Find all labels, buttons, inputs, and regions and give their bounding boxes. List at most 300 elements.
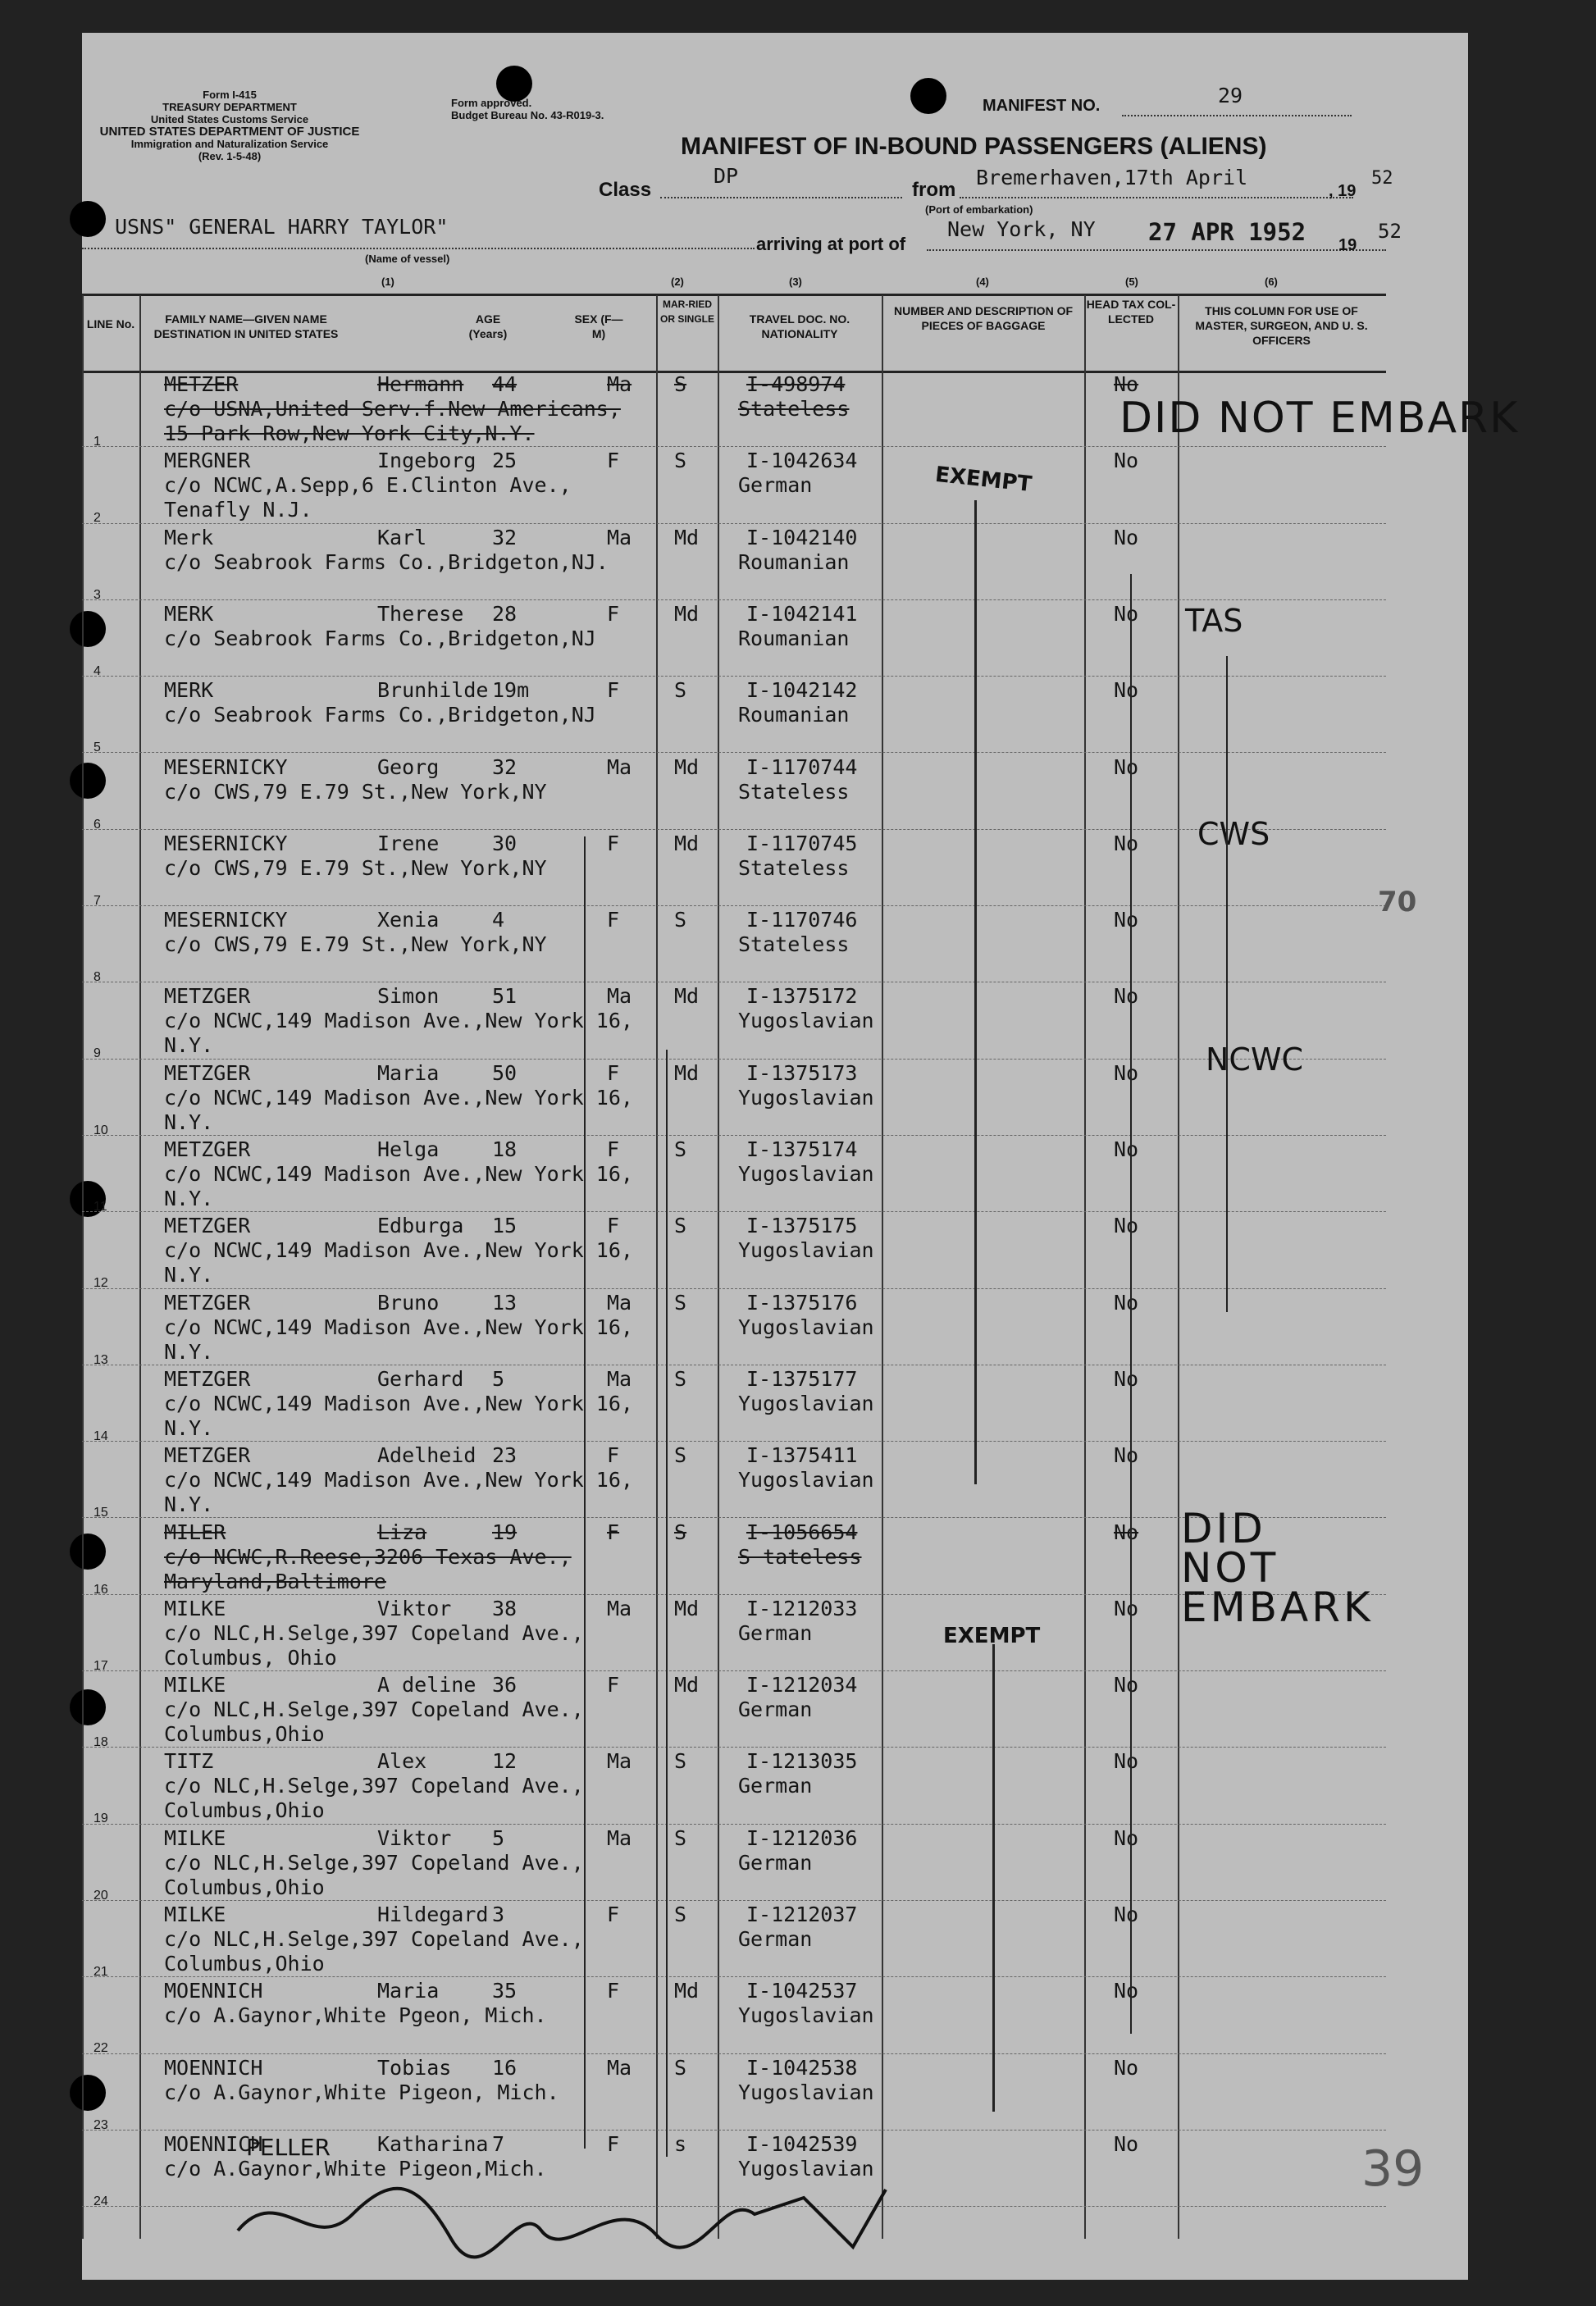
line-number: 2 xyxy=(93,511,101,526)
age: 5 xyxy=(492,1825,505,1850)
sex: F xyxy=(607,1979,620,2003)
budget-info xyxy=(451,97,604,121)
age: 38 xyxy=(492,1596,518,1620)
marital-status: Md xyxy=(674,525,700,549)
line-number: 15 xyxy=(93,1506,108,1520)
nationality: Roumanian xyxy=(738,703,850,727)
sex: Ma xyxy=(607,1596,632,1620)
travel-doc-no: I-1212037 xyxy=(746,1903,858,1926)
given-name: Therese xyxy=(377,601,464,626)
destination-line-1: c/o CWS,79 E.79 St.,New York,NY xyxy=(164,932,547,957)
destination-line-1: c/o NCWC,149 Madison Ave.,New York 16, xyxy=(164,1238,633,1263)
nationality: Yugoslavian xyxy=(738,2080,874,2104)
family-name: MOENNICH xyxy=(164,2131,263,2156)
officer-initials: TAS xyxy=(1185,603,1243,639)
table-top-border xyxy=(82,294,1386,296)
marital-status: S xyxy=(674,908,687,932)
form-number: Form I-415 xyxy=(203,89,257,101)
table-row xyxy=(82,1136,1386,1212)
marital-status: Md xyxy=(674,1979,700,2003)
nationality: German xyxy=(738,1850,813,1875)
col-head-line: LINE No. xyxy=(86,317,135,330)
marital-status: S xyxy=(674,449,687,473)
head-tax: No xyxy=(1114,908,1139,932)
destination-line-1: c/o NLC,H.Selge,397 Copeland Ave., xyxy=(164,1850,584,1875)
vessel-label: (Name of vessel) xyxy=(365,253,450,265)
given-name: Hermann xyxy=(377,372,464,396)
head-tax: No xyxy=(1114,1137,1139,1161)
baggage-check-line xyxy=(974,500,977,1484)
destination-line-2: Columbus, Ohio xyxy=(164,1645,337,1670)
destination-line-1: c/o NLC,H.Selge,397 Copeland Ave., xyxy=(164,1774,584,1798)
head-tax: No xyxy=(1114,1749,1139,1774)
travel-doc-no: I-1056654 xyxy=(746,1520,858,1544)
given-name: Simon xyxy=(377,984,440,1009)
nationality: Yugoslavian xyxy=(738,1391,874,1415)
col-head-head-tax: HEAD TAX COL-LECTED xyxy=(1086,298,1176,326)
table-row xyxy=(82,447,1386,526)
col-number-2: (2) xyxy=(671,276,684,288)
travel-doc-no: I-1375176 xyxy=(746,1290,858,1315)
travel-doc-no: I-1042142 xyxy=(746,678,858,703)
sex: Ma xyxy=(607,1290,632,1315)
family-name: TITZ xyxy=(164,1749,214,1774)
dept-justice-sub: Immigration and Naturalization Service xyxy=(130,138,329,150)
line-number: 1 xyxy=(93,435,101,449)
age: 30 xyxy=(492,831,518,855)
nationality: Stateless xyxy=(738,932,850,957)
table-row xyxy=(82,982,1386,1059)
col-head-baggage: NUMBER AND DESCRIPTION OF PIECES OF BAGGAGE xyxy=(893,304,1074,332)
head-tax: No xyxy=(1114,1443,1139,1468)
line-number: 7 xyxy=(93,893,101,908)
family-name: MESERNICKY xyxy=(164,908,288,932)
table-row xyxy=(82,906,1386,985)
table-row xyxy=(82,1671,1386,1748)
nationality: Stateless xyxy=(738,855,850,880)
vessel-line xyxy=(82,248,755,249)
family-name: MILKE xyxy=(164,1825,226,1850)
family-name: Merk xyxy=(164,525,214,549)
table-row xyxy=(82,1825,1386,1901)
head-tax: No xyxy=(1114,1596,1139,1620)
year-prefix: , 19 xyxy=(1329,182,1357,200)
line-number: 18 xyxy=(93,1735,108,1750)
sex: F xyxy=(607,1520,620,1544)
travel-doc-no: I-1212033 xyxy=(746,1596,858,1620)
destination-line-1: c/o A.Gaynor,White Pigeon, Mich. xyxy=(164,2080,559,2104)
table-row xyxy=(82,1289,1386,1365)
family-name: MERGNER xyxy=(164,449,251,473)
head-tax: No xyxy=(1114,1673,1139,1698)
marital-status: S xyxy=(674,1825,687,1850)
line-number: 20 xyxy=(93,1888,108,1903)
age: 4 xyxy=(492,908,505,932)
destination-line-1: c/o NLC,H.Selge,397 Copeland Ave., xyxy=(164,1927,584,1951)
family-name: MOENNICH xyxy=(164,1979,263,2003)
destination-line-2: Maryland,Baltimore xyxy=(164,1569,386,1593)
class-line xyxy=(660,197,902,198)
travel-doc-no: I-1375175 xyxy=(746,1214,858,1238)
did-not-embark-note: DID NOT EMBARK xyxy=(1181,1505,1374,1631)
travel-doc-no: I-1170745 xyxy=(746,831,858,855)
destination-line-2: Columbus,Ohio xyxy=(164,1722,325,1747)
punch-hole xyxy=(910,78,946,114)
destination-line-2: N.Y. xyxy=(164,1110,214,1134)
destination-line-1: c/o NCWC,149 Madison Ave.,New York 16, xyxy=(164,1468,633,1493)
age: 32 xyxy=(492,525,518,549)
nationality: Yugoslavian xyxy=(738,1009,874,1033)
age: 51 xyxy=(492,984,518,1009)
col-head-travel-doc: TRAVEL DOC. NO. NATIONALITY xyxy=(749,312,850,340)
destination-line-1: c/o NCWC,149 Madison Ave.,New York 16, xyxy=(164,1315,633,1339)
arriving-label: arriving at port of xyxy=(756,234,906,254)
age: 28 xyxy=(492,601,518,626)
sex: F xyxy=(607,1060,620,1085)
destination-line-1: c/o NLC,H.Selge,397 Copeland Ave., xyxy=(164,1620,584,1645)
form-revision: (Rev. 1-5-48) xyxy=(198,150,262,162)
given-name: Viktor xyxy=(377,1825,452,1850)
family-name: MILKE xyxy=(164,1673,226,1698)
travel-doc-no: I-1375173 xyxy=(746,1060,858,1085)
budget-bureau: Budget Bureau No. 43-R019-3. xyxy=(451,109,604,121)
officer-initials: CWS xyxy=(1197,816,1270,852)
nationality: S tateless xyxy=(738,1544,862,1569)
dept-treasury-sub: United States Customs Service xyxy=(150,113,309,125)
head-tax: No xyxy=(1114,601,1139,626)
sex: Ma xyxy=(607,754,632,779)
col-number-4: (4) xyxy=(976,276,989,288)
given-name: Tobias xyxy=(377,2055,452,2080)
sex: Ma xyxy=(607,984,632,1009)
destination-line-2: N.Y. xyxy=(164,1415,214,1440)
family-name: METZGER xyxy=(164,1443,251,1468)
nationality: Yugoslavian xyxy=(738,1162,874,1186)
travel-doc-no: I-1042140 xyxy=(746,525,858,549)
given-name: Bruno xyxy=(377,1290,440,1315)
head-tax: No xyxy=(1114,1060,1139,1085)
nationality: Yugoslavian xyxy=(738,1085,874,1110)
vessel-name: USNS" GENERAL HARRY TAYLOR" xyxy=(115,215,449,239)
head-tax: No xyxy=(1114,1366,1139,1391)
nationality: Roumanian xyxy=(738,549,850,574)
manifest-no-line xyxy=(1122,115,1352,116)
line-number: 11 xyxy=(93,1200,107,1214)
destination-line-1: c/o NCWC,149 Madison Ave.,New York 16, xyxy=(164,1391,633,1415)
arriving-port: New York, NY xyxy=(947,217,1096,241)
age: 18 xyxy=(492,1137,518,1161)
age: 7 xyxy=(492,2131,505,2156)
family-name: METZGER xyxy=(164,1290,251,1315)
destination-line-1: c/o Seabrook Farms Co.,Bridgeton,NJ. xyxy=(164,549,609,574)
nationality: Yugoslavian xyxy=(738,1238,874,1263)
age: 32 xyxy=(492,754,518,779)
marital-status: Md xyxy=(674,601,700,626)
destination-line-2: Columbus,Ohio xyxy=(164,1952,325,1976)
line-number: 17 xyxy=(93,1658,108,1673)
nationality: German xyxy=(738,1774,813,1798)
marital-status: S xyxy=(674,1290,687,1315)
nationality: Yugoslavian xyxy=(738,1315,874,1339)
travel-doc-no: I-1042539 xyxy=(746,2131,858,2156)
given-name: A deline xyxy=(377,1673,477,1698)
col-number-3: (3) xyxy=(789,276,802,288)
sex: F xyxy=(607,1903,620,1926)
given-name: Georg xyxy=(377,754,440,779)
destination-line-2: Columbus,Ohio xyxy=(164,1875,325,1899)
arrival-date-stamp: 27 APR 1952 xyxy=(1148,218,1306,246)
sex: F xyxy=(607,1443,620,1468)
table-row xyxy=(82,754,1386,830)
sex: Ma xyxy=(607,1366,632,1391)
given-name: Xenia xyxy=(377,908,440,932)
marital-status: Md xyxy=(674,1596,700,1620)
travel-doc-no: I-1375172 xyxy=(746,984,858,1009)
sex: Ma xyxy=(607,2055,632,2080)
officer-signature xyxy=(230,2165,968,2263)
age: 13 xyxy=(492,1290,518,1315)
family-name: MERK xyxy=(164,601,214,626)
table-row xyxy=(82,524,1386,600)
table-row xyxy=(82,1060,1386,1136)
given-name: Edburga xyxy=(377,1214,464,1238)
table-row xyxy=(82,1212,1386,1291)
nationality: Yugoslavian xyxy=(738,1468,874,1493)
col-head-married: MAR-RIED OR SINGLE xyxy=(659,299,714,325)
age: 44 xyxy=(492,372,518,396)
from-line xyxy=(960,197,1353,198)
family-name: MILKE xyxy=(164,1596,226,1620)
did-not-embark-note: DID NOT EMBARK xyxy=(1119,394,1520,443)
head-tax: No xyxy=(1114,1825,1139,1850)
travel-doc-no: I-1042634 xyxy=(746,449,858,473)
year-value: 52 xyxy=(1371,168,1393,189)
given-name: Irene xyxy=(377,831,440,855)
destination-line-1: c/o NCWC,A.Sepp,6 E.Clinton Ave., xyxy=(164,473,572,498)
family-name: METZGER xyxy=(164,1137,251,1161)
dest-check-line xyxy=(666,1050,668,2157)
given-name: Adelheid xyxy=(377,1443,477,1468)
destination-line-2: Tenafly N.J. xyxy=(164,498,312,522)
head-tax: No xyxy=(1114,754,1139,779)
age: 3 xyxy=(492,1903,505,1926)
family-name: METZGER xyxy=(164,1060,251,1085)
port-embarkation-label: (Port of embarkation) xyxy=(925,203,1033,216)
age: 19 xyxy=(492,1520,518,1544)
line-number: 22 xyxy=(93,2041,108,2056)
travel-doc-no: I-1375174 xyxy=(746,1137,858,1161)
marital-status: S xyxy=(674,372,687,396)
sex: F xyxy=(607,1137,620,1161)
age: 15 xyxy=(492,1214,518,1238)
line-number: 14 xyxy=(93,1429,108,1443)
travel-doc-no: I-1042141 xyxy=(746,601,858,626)
travel-doc-no: I-1170746 xyxy=(746,908,858,932)
dept-justice: UNITED STATES DEPARTMENT OF JUSTICE xyxy=(99,125,360,139)
given-name: Gerhard xyxy=(377,1366,464,1391)
head-tax: No xyxy=(1114,1290,1139,1315)
sex: F xyxy=(607,908,620,932)
table-row xyxy=(82,1748,1386,1824)
age: 25 xyxy=(492,449,518,473)
travel-doc-no: I-1170744 xyxy=(746,754,858,779)
marital-status: Md xyxy=(674,754,700,779)
officer-initials: NCWC xyxy=(1206,1041,1304,1078)
travel-doc-no: I-1375177 xyxy=(746,1366,858,1391)
arriving-year-prefix: 19 xyxy=(1338,236,1357,254)
travel-doc-no: I-1375411 xyxy=(746,1443,858,1468)
sex: F xyxy=(607,1673,620,1698)
tax-check-line xyxy=(1130,574,1132,2034)
marital-status: S xyxy=(674,678,687,703)
head-tax: No xyxy=(1114,831,1139,855)
head-tax: No xyxy=(1114,2055,1139,2080)
destination-line-2: N.Y. xyxy=(164,1263,214,1287)
nationality: Stateless xyxy=(738,779,850,804)
destination-line-1: c/o USNA,United Serv.f.New Americans, xyxy=(164,397,621,421)
col-head-sex: SEX (F—M) xyxy=(574,312,623,340)
line-number: 19 xyxy=(93,1812,108,1826)
head-tax: No xyxy=(1114,1979,1139,2003)
destination-line-1: c/o NCWC,149 Madison Ave.,New York 16, xyxy=(164,1009,633,1033)
head-tax: No xyxy=(1114,1520,1139,1544)
head-tax: No xyxy=(1114,372,1139,396)
line-number: 12 xyxy=(93,1276,108,1291)
line-number: 8 xyxy=(93,970,101,985)
nationality: German xyxy=(738,1698,813,1722)
destination-line-2: N.Y. xyxy=(164,1339,214,1364)
destination-line-1: c/o NCWC,R.Reese,3206 Texas Ave., xyxy=(164,1544,572,1569)
peller-note: PELLER xyxy=(246,2134,331,2161)
table-row xyxy=(82,2054,1386,2131)
given-name: Liza xyxy=(377,1520,427,1544)
given-name: Hildegard xyxy=(377,1903,489,1926)
family-name: MILER xyxy=(164,1520,226,1544)
marital-status: S xyxy=(674,2055,687,2080)
given-name: Katharina xyxy=(377,2131,489,2156)
from-label: from xyxy=(912,179,956,201)
head-tax: No xyxy=(1114,1214,1139,1238)
from-value: Bremerhaven,17th April xyxy=(976,166,1248,189)
given-name: Viktor xyxy=(377,1596,452,1620)
class-value: DP xyxy=(714,164,739,188)
given-name: Alex xyxy=(377,1749,427,1774)
marital-status: Md xyxy=(674,1673,700,1698)
exempt-stamp: EXEMPT xyxy=(933,462,1033,498)
destination-line-1: c/o Seabrook Farms Co.,Bridgeton,NJ xyxy=(164,703,596,727)
line-number: 6 xyxy=(93,817,101,832)
dept-treasury: TREASURY DEPARTMENT xyxy=(162,101,297,113)
nationality: German xyxy=(738,1927,813,1951)
nationality: Yugoslavian xyxy=(738,2156,874,2181)
travel-doc-no: I-1042538 xyxy=(746,2055,858,2080)
table-row xyxy=(82,1977,1386,2056)
family-name: METZGER xyxy=(164,1366,251,1391)
family-name: MILKE xyxy=(164,1903,226,1926)
manifest-title: MANIFEST OF IN-BOUND PASSENGERS (ALIENS) xyxy=(681,133,1267,160)
given-name: Maria xyxy=(377,1060,440,1085)
destination-line-1: c/o Seabrook Farms Co.,Bridgeton,NJ xyxy=(164,626,596,650)
marital-status: S xyxy=(674,1214,687,1238)
sex: F xyxy=(607,601,620,626)
sex: Ma xyxy=(607,1825,632,1850)
line-number: 4 xyxy=(93,663,101,678)
sex: F xyxy=(607,449,620,473)
line-number: 5 xyxy=(93,741,101,755)
sex: F xyxy=(607,831,620,855)
family-name: METZER xyxy=(164,372,239,396)
table-row xyxy=(82,1901,1386,1977)
class-label: Class xyxy=(599,179,652,201)
line-number: 3 xyxy=(93,587,101,602)
head-tax: No xyxy=(1114,984,1139,1009)
age: 5 xyxy=(492,1366,505,1391)
dest-check-line xyxy=(584,836,586,2149)
destination-line-1: c/o A.Gaynor,White Pigeon,Mich. xyxy=(164,2156,547,2181)
col-head-officers: THIS COLUMN FOR USE OF MASTER, SURGEON, AND U. S. OFFICERS xyxy=(1195,304,1368,347)
marital-status: Md xyxy=(674,1060,700,1085)
head-tax: No xyxy=(1114,525,1139,549)
marital-status: S xyxy=(674,1749,687,1774)
line-number: 23 xyxy=(93,2117,108,2132)
destination-line-1: c/o NLC,H.Selge,397 Copeland Ave., xyxy=(164,1698,584,1722)
officer-check-line xyxy=(1226,656,1228,1312)
destination-line-1: c/o A.Gaynor,White Pgeon, Mich. xyxy=(164,2003,547,2028)
age: 36 xyxy=(492,1673,518,1698)
arriving-year: 52 xyxy=(1378,220,1402,243)
page-number: 39 xyxy=(1361,2140,1425,2198)
given-name: Ingeborg xyxy=(377,449,477,473)
age: 19m xyxy=(492,678,530,703)
destination-line-1: c/o NCWC,149 Madison Ave.,New York 16, xyxy=(164,1162,633,1186)
punch-hole xyxy=(70,201,106,237)
col-number-1: (1) xyxy=(381,276,394,288)
nationality: German xyxy=(738,473,813,498)
manifest-no-value: 29 xyxy=(1218,84,1243,107)
manifest-sheet xyxy=(82,33,1520,2280)
family-name: METZGER xyxy=(164,984,251,1009)
sex: F xyxy=(607,2131,620,2156)
sex: F xyxy=(607,678,620,703)
age: 12 xyxy=(492,1749,518,1774)
travel-doc-no: I-1213035 xyxy=(746,1749,858,1774)
table-row xyxy=(82,1365,1386,1442)
head-tax: No xyxy=(1114,449,1139,473)
age: 16 xyxy=(492,2055,518,2080)
marital-status: S xyxy=(674,1443,687,1468)
given-name: Maria xyxy=(377,1979,440,2003)
sex: F xyxy=(607,1214,620,1238)
age: 35 xyxy=(492,1979,518,2003)
line-number: 10 xyxy=(93,1123,108,1137)
sex: Ma xyxy=(607,372,632,396)
age: 50 xyxy=(492,1060,518,1085)
form-info xyxy=(82,89,377,162)
travel-doc-no: I-1212034 xyxy=(746,1673,858,1698)
family-name: MESERNICKY xyxy=(164,754,288,779)
marital-status: Md xyxy=(674,984,700,1009)
line-number: 13 xyxy=(93,1352,108,1367)
marital-status: Md xyxy=(674,831,700,855)
destination-line-1: c/o CWS,79 E.79 St.,New York,NY xyxy=(164,855,547,880)
head-tax: No xyxy=(1114,2131,1139,2156)
manifest-no-label: MANIFEST NO. xyxy=(983,97,1101,115)
table-row xyxy=(82,830,1386,906)
given-name: Brunhilde xyxy=(377,678,489,703)
form-approved: Form approved. xyxy=(451,97,532,109)
destination-line-1: c/o NCWC,149 Madison Ave.,New York 16, xyxy=(164,1085,633,1110)
marital-status: S xyxy=(674,1366,687,1391)
